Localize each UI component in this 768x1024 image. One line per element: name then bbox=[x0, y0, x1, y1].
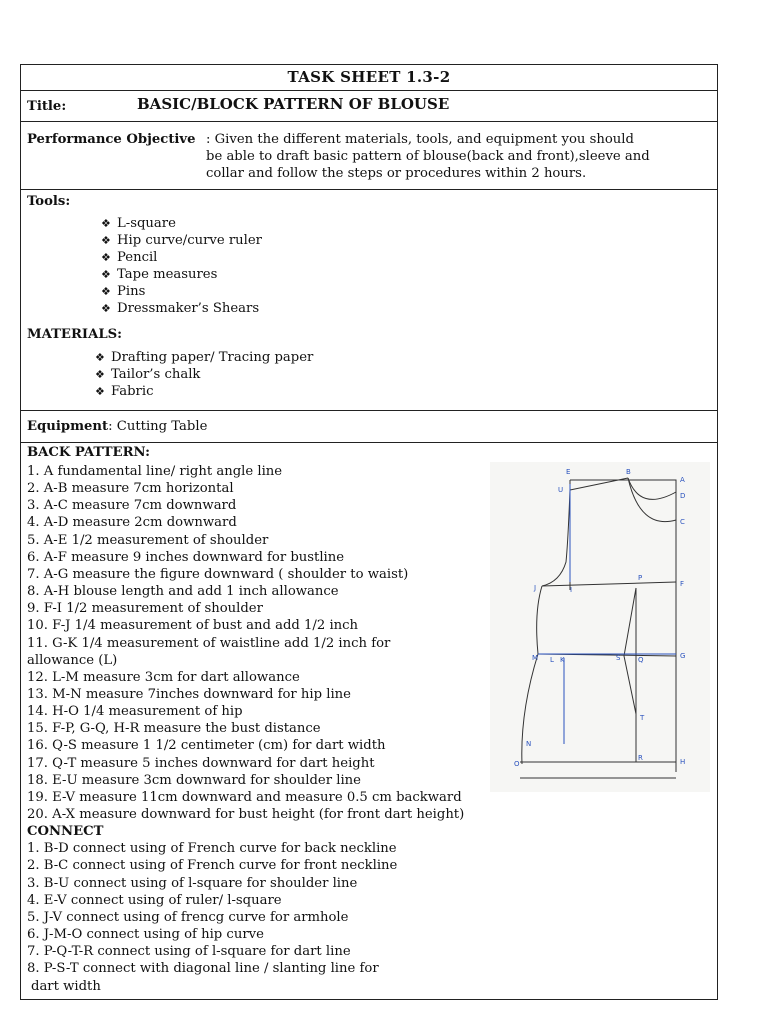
connect-step-item: 4. E-V connect using of ruler/ l-square bbox=[27, 892, 282, 908]
point-label: U bbox=[558, 486, 564, 494]
tool-item: ❖ L-square bbox=[101, 216, 176, 231]
step-item: 1. A fundamental line/ right angle line bbox=[27, 464, 283, 479]
material-item: ❖ Drafting paper/ Tracing paper bbox=[95, 350, 314, 365]
materials-label: MATERIALS: bbox=[27, 327, 122, 342]
step-item: 10. F-J 1/4 measurement of bust and add 1/2 inch bbox=[27, 618, 359, 634]
back-pattern-section bbox=[21, 443, 717, 999]
point-label: M bbox=[532, 654, 539, 662]
title-label: Title: bbox=[27, 99, 67, 114]
point-label: E bbox=[566, 468, 571, 476]
step-item: 12. L-M measure 3cm for dart allowance bbox=[27, 669, 300, 685]
tool-item: ❖ Hip curve/curve ruler bbox=[101, 233, 262, 248]
point-label: H bbox=[680, 758, 686, 766]
diamond-bullet-icon: ❖ bbox=[101, 285, 111, 298]
point-label: J bbox=[534, 584, 537, 592]
connect-step-item: dart width bbox=[31, 978, 101, 994]
diamond-bullet-icon: ❖ bbox=[101, 268, 111, 281]
blouse-pattern-drawing bbox=[490, 462, 710, 792]
title-value: BASIC/BLOCK PATTERN OF BLOUSE bbox=[137, 95, 450, 113]
step-item: 13. M-N measure 7inches downward for hip line bbox=[27, 686, 351, 702]
step-item: 19. E-V measure 11cm downward and measure 0.5 cm backward bbox=[27, 789, 462, 805]
step-item: 16. Q-S measure 1 1/2 centimeter (cm) for dart width bbox=[27, 738, 386, 754]
connect-step-item: 7. P-Q-T-R connect using of l-square for dart line bbox=[27, 944, 351, 960]
step-item: 20. A-X measure downward for bust height (for front dart height) bbox=[27, 807, 465, 822]
objective-line-3: collar and follow the steps or procedures within 2 hours. bbox=[206, 166, 587, 181]
step-item: 18. E-U measure 3cm downward for shoulder line bbox=[27, 772, 361, 788]
back-pattern-label: BACK PATTERN: bbox=[27, 445, 151, 460]
connect-step-item: 8. P-S-T connect with diagonal line / slanting line for bbox=[27, 961, 379, 977]
point-label: N bbox=[526, 740, 532, 748]
point-label: C bbox=[680, 518, 685, 526]
connect-step-item: 6. J-M-O connect using of hip curve bbox=[27, 927, 264, 943]
diamond-bullet-icon: ❖ bbox=[101, 302, 111, 315]
tool-item: ❖ Pins bbox=[101, 284, 146, 299]
tools-label: Tools: bbox=[27, 194, 71, 209]
point-label: F bbox=[680, 580, 685, 588]
connect-step-item: 5. J-V connect using of frencg curve for armhole bbox=[27, 909, 349, 925]
tool-item: ❖ Pencil bbox=[101, 250, 158, 265]
point-label: G bbox=[680, 652, 686, 660]
step-item: 3. A-C measure 7cm downward bbox=[27, 498, 237, 514]
step-item: 17. Q-T measure 5 inches downward for dart height bbox=[27, 755, 375, 771]
tool-item: ❖ Dressmaker’s Shears bbox=[101, 301, 260, 316]
sheet-title: TASK SHEET 1.3-2 bbox=[287, 68, 451, 86]
hem-lines bbox=[520, 762, 676, 778]
diamond-bullet-icon: ❖ bbox=[101, 217, 111, 230]
objective-line-1: : Given the different materials, tools, and equipment you should bbox=[206, 132, 634, 147]
task-sheet bbox=[20, 64, 718, 1000]
back-neckline bbox=[628, 478, 676, 499]
point-label: P bbox=[638, 574, 643, 582]
step-item: 4. A-D measure 2cm downward bbox=[27, 515, 237, 531]
step-item: 15. F-P, G-Q, H-R measure the bust distance bbox=[27, 721, 321, 737]
step-item: 2. A-B measure 7cm horizontal bbox=[27, 481, 234, 497]
point-label: O bbox=[514, 760, 520, 768]
point-label: L bbox=[550, 656, 554, 664]
step-item: 7. A-G measure the figure downward ( shoulder to waist) bbox=[27, 566, 409, 582]
diamond-bullet-icon: ❖ bbox=[95, 351, 105, 364]
point-label: T bbox=[640, 714, 645, 722]
equipment-row bbox=[21, 411, 717, 443]
connect-step-item: 3. B-U connect using of l-square for shoulder line bbox=[27, 875, 358, 891]
sheet-header-row bbox=[21, 65, 717, 91]
tools-materials-row bbox=[21, 190, 717, 411]
step-item: 11. G-K 1/4 measurement of waistline add 1/2 inch for bbox=[27, 635, 391, 651]
step-item: 8. A-H blouse length and add 1 inch allowance bbox=[27, 584, 339, 600]
point-label: B bbox=[626, 468, 631, 476]
connect-label: CONNECT bbox=[27, 824, 104, 840]
equipment-text bbox=[27, 419, 207, 434]
equipment-label: Equipment bbox=[27, 419, 109, 434]
objective-label: Performance Objective bbox=[27, 132, 196, 147]
title-row bbox=[21, 91, 717, 122]
point-label: I bbox=[570, 586, 573, 594]
step-item: allowance (L) bbox=[27, 652, 118, 668]
dart-left-leg bbox=[624, 588, 636, 714]
diamond-bullet-icon: ❖ bbox=[95, 368, 105, 381]
material-item: ❖ Fabric bbox=[95, 384, 154, 399]
point-label: R bbox=[638, 754, 643, 762]
step-item: 14. H-O 1/4 measurement of hip bbox=[27, 704, 243, 720]
point-label: D bbox=[680, 492, 686, 500]
material-item: ❖ Tailor’s chalk bbox=[95, 367, 201, 382]
bust-line bbox=[542, 582, 676, 586]
point-label: K bbox=[560, 656, 565, 664]
blouse-pattern-sketch bbox=[490, 462, 710, 792]
diamond-bullet-icon: ❖ bbox=[101, 234, 111, 247]
equipment-value: : Cutting Table bbox=[108, 419, 208, 434]
diamond-bullet-icon: ❖ bbox=[95, 385, 105, 398]
armhole bbox=[542, 490, 570, 586]
fundamental-line bbox=[570, 480, 676, 772]
step-item: 5. A-E 1/2 measurement of shoulder bbox=[27, 532, 269, 548]
objective-line-2: be able to draft basic pattern of blouse(back and front),sleeve and bbox=[206, 149, 650, 164]
connect-step-item: 1. B-D connect using of French curve for back neckline bbox=[27, 841, 397, 857]
tool-item: ❖ Tape measures bbox=[101, 267, 218, 282]
point-label: Q bbox=[638, 656, 644, 664]
step-item: 9. F-I 1/2 measurement of shoulder bbox=[27, 601, 263, 617]
connect-step-item: 2. B-C connect using of French curve for front neckline bbox=[27, 858, 398, 874]
objective-row bbox=[21, 122, 717, 190]
step-item: 6. A-F measure 9 inches downward for bustline bbox=[27, 549, 345, 565]
diamond-bullet-icon: ❖ bbox=[101, 251, 111, 264]
side-seam bbox=[522, 586, 542, 764]
point-label: S bbox=[616, 654, 621, 662]
point-label: A bbox=[680, 476, 685, 484]
